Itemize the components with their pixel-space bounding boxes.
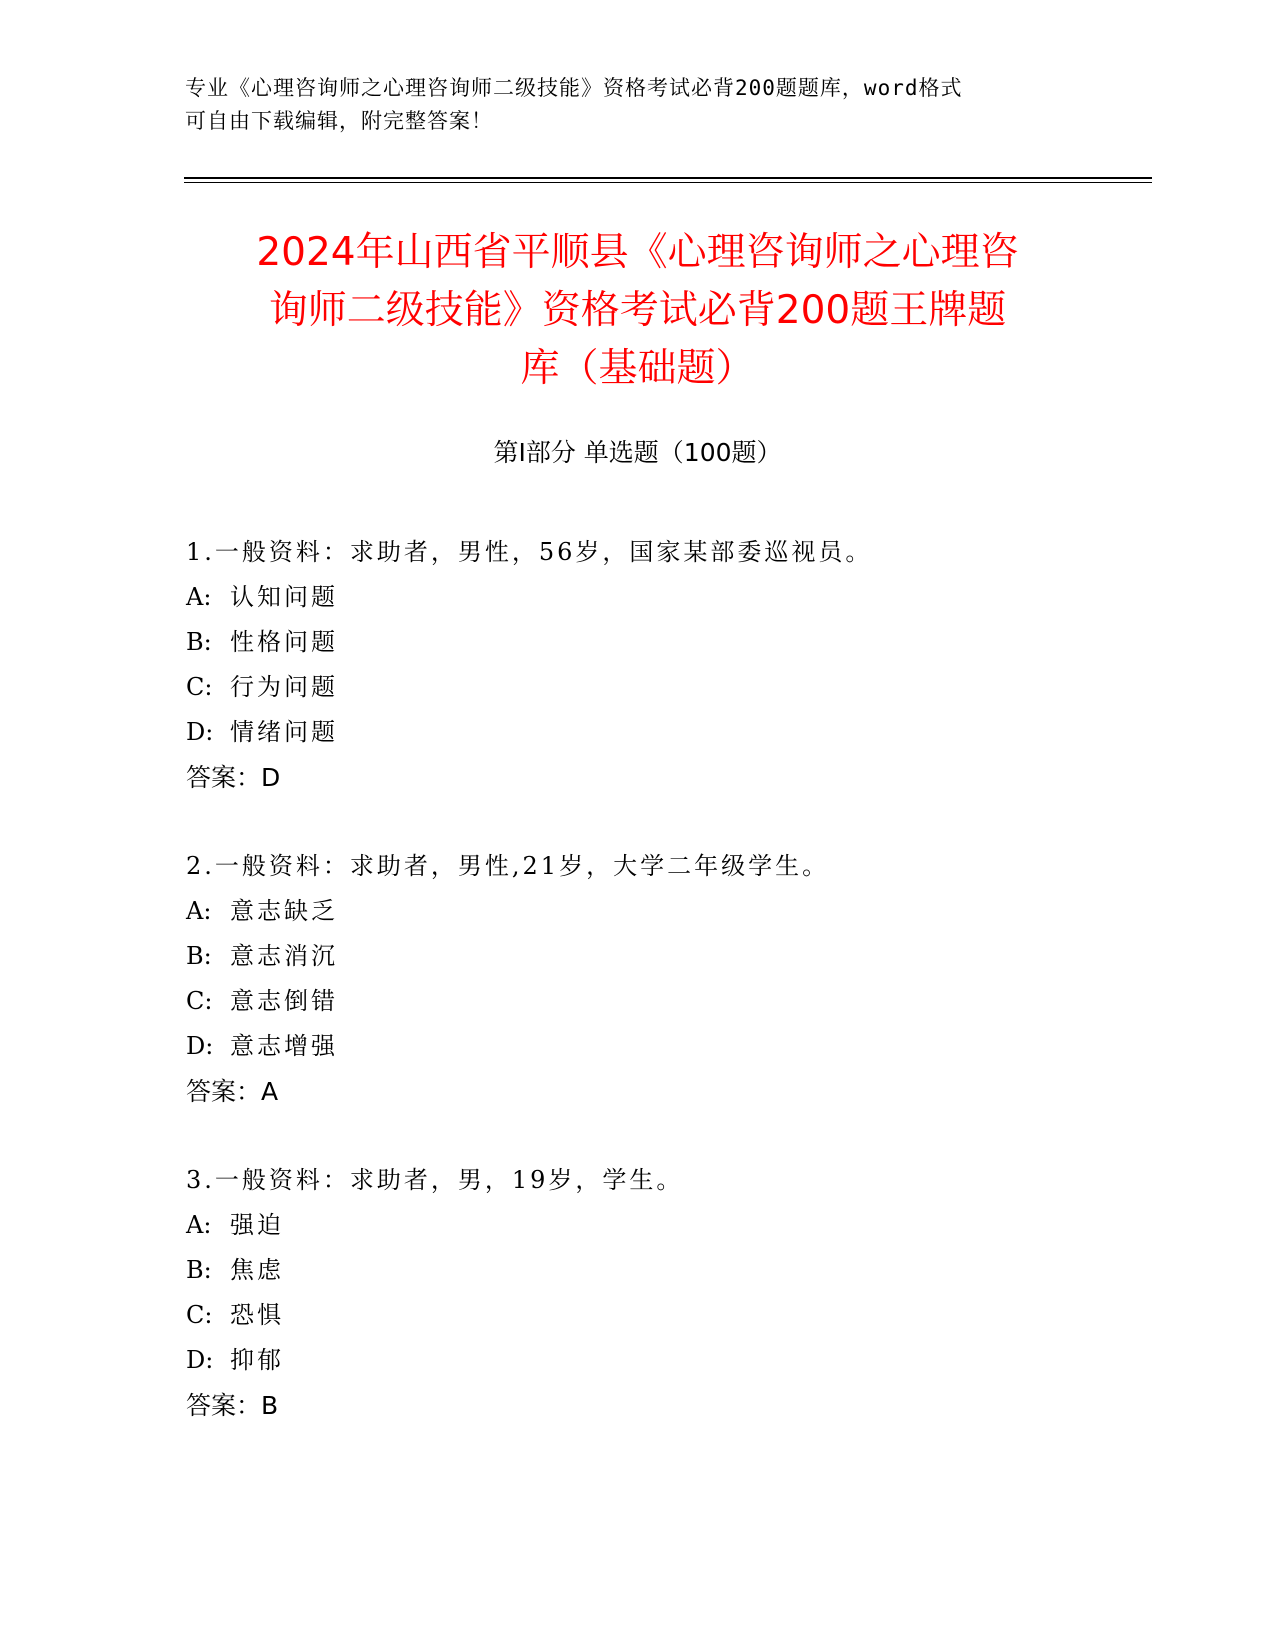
option-b xyxy=(186,934,1086,979)
option-text: 性格问题 xyxy=(230,628,338,656)
option-letter: B: xyxy=(186,628,212,656)
question-list xyxy=(186,530,1086,1472)
option-b xyxy=(186,1248,1086,1293)
option-text: 强迫 xyxy=(230,1211,284,1239)
option-a xyxy=(186,575,1086,620)
option-text: 意志缺乏 xyxy=(230,897,338,925)
document-title xyxy=(170,224,1105,398)
option-letter: C: xyxy=(186,1301,213,1329)
option-text: 情绪问题 xyxy=(230,718,338,746)
header-note-line-2: 可自由下载编辑，附完整答案！ xyxy=(185,109,493,133)
question-stem: 1.一般资料：求助者，男性，56岁，国家某部委巡视员。 xyxy=(186,538,873,566)
option-text: 恐惧 xyxy=(230,1301,284,1329)
option-d xyxy=(186,710,1086,755)
document-title-line-1: 2024年山西省平顺县《心理咨询师之心理咨 xyxy=(256,230,1019,275)
document-title-line-3: 库（基础题） xyxy=(520,346,755,391)
option-b xyxy=(186,620,1086,665)
header-note xyxy=(185,72,1085,138)
option-letter: D: xyxy=(186,1346,214,1374)
question-item xyxy=(186,1158,1086,1428)
option-c xyxy=(186,979,1086,1024)
option-text: 行为问题 xyxy=(230,673,338,701)
option-text: 意志消沉 xyxy=(230,942,338,970)
option-text: 认知问题 xyxy=(230,583,338,611)
question-item xyxy=(186,844,1086,1114)
option-text: 意志增强 xyxy=(230,1032,338,1060)
answer-line: 答案：B xyxy=(186,1391,279,1420)
option-letter: A: xyxy=(186,1211,212,1239)
question-item xyxy=(186,530,1086,800)
option-c xyxy=(186,665,1086,710)
answer-line: 答案：D xyxy=(186,763,281,792)
option-letter: A: xyxy=(186,583,212,611)
option-text: 焦虑 xyxy=(230,1256,284,1284)
option-text: 抑郁 xyxy=(230,1346,284,1374)
header-divider-thick xyxy=(184,177,1152,179)
document-title-line-2: 询师二级技能》资格考试必背200题王牌题 xyxy=(268,288,1007,333)
option-d xyxy=(186,1024,1086,1069)
option-c xyxy=(186,1293,1086,1338)
option-d xyxy=(186,1338,1086,1383)
question-stem: 3.一般资料：求助者，男，19岁，学生。 xyxy=(186,1166,684,1194)
option-letter: A: xyxy=(186,897,212,925)
section-title: 第Ⅰ部分 单选题（100题） xyxy=(493,438,782,467)
option-letter: B: xyxy=(186,1256,212,1284)
option-letter: C: xyxy=(186,673,213,701)
option-text: 意志倒错 xyxy=(230,987,338,1015)
option-letter: B: xyxy=(186,942,212,970)
option-letter: D: xyxy=(186,718,214,746)
option-letter: C: xyxy=(186,987,213,1015)
option-a xyxy=(186,889,1086,934)
header-note-line-1: 专业《心理咨询师之心理咨询师二级技能》资格考试必背200题题库，word格式 xyxy=(185,76,963,100)
question-stem: 2.一般资料：求助者，男性,21岁，大学二年级学生。 xyxy=(186,852,830,880)
header-divider-thin xyxy=(184,182,1152,183)
answer-line: 答案：A xyxy=(186,1077,279,1106)
option-letter: D: xyxy=(186,1032,214,1060)
option-a xyxy=(186,1203,1086,1248)
